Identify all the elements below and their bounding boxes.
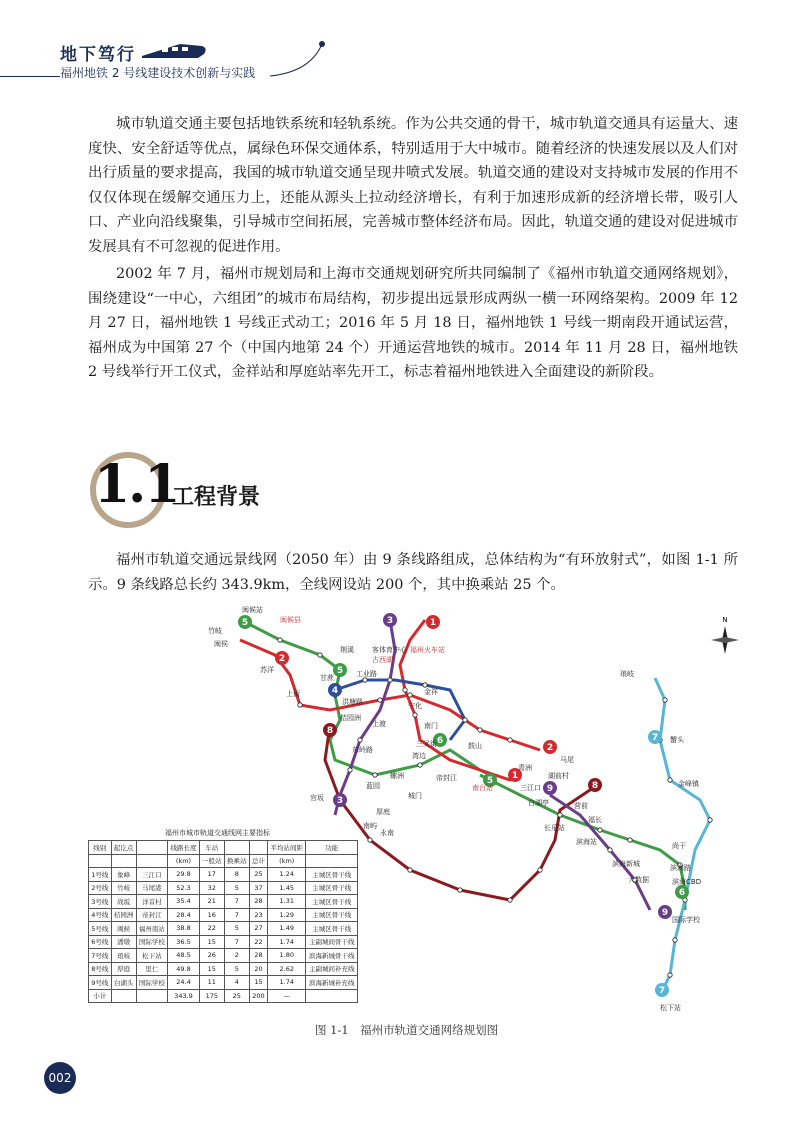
table-cell: 三江口 bbox=[136, 868, 168, 882]
table-cell: 主城区骨干线 bbox=[306, 922, 358, 936]
table-cell: 松下站 bbox=[136, 949, 168, 963]
table-cell: 竹岐 bbox=[111, 881, 136, 895]
svg-text:8: 8 bbox=[591, 781, 599, 791]
map-label: 白湖亭 bbox=[528, 799, 549, 807]
table-cell: 2号线 bbox=[89, 881, 112, 895]
map-label: 滨海站 bbox=[576, 838, 597, 846]
map-label: 苏洋 bbox=[260, 666, 274, 674]
map-label: 帝封江 bbox=[436, 774, 457, 782]
map-label: 宁化 bbox=[408, 702, 422, 710]
map-label: 湖前村 bbox=[548, 772, 569, 780]
table-cell: 17 bbox=[199, 868, 224, 882]
table-cell: 主副城间骨干线 bbox=[306, 935, 358, 949]
paragraph-3: 福州市轨道交通远景线网（2050 年）由 9 条线路组成，总体结构为“有环放射式”，如图 1-1 所示。9 条线路总长约 343.9km，全线网设站 200 个，其中换乘站 25 个。 bbox=[88, 552, 738, 593]
map-label: 桔园洲 bbox=[340, 714, 361, 722]
map-label: 南屿 bbox=[363, 822, 377, 830]
svg-text:5: 5 bbox=[486, 776, 494, 786]
table-cell: 343.9 bbox=[168, 989, 200, 1003]
table-cell: 6号线 bbox=[89, 935, 112, 949]
table-cell bbox=[136, 989, 168, 1003]
table-cell: 功能 bbox=[306, 841, 358, 855]
table-cell bbox=[306, 854, 358, 868]
table-row bbox=[89, 895, 358, 909]
line-9-path bbox=[550, 795, 650, 910]
table-cell bbox=[306, 989, 358, 1003]
table-cell: 28.4 bbox=[168, 908, 200, 922]
table-row bbox=[89, 935, 358, 949]
table-row bbox=[89, 922, 358, 936]
table-cell bbox=[136, 841, 168, 855]
table-cell: 32 bbox=[199, 881, 224, 895]
table-cell: 7 bbox=[224, 908, 249, 922]
svg-text:N: N bbox=[722, 616, 728, 624]
table-cell bbox=[111, 854, 136, 868]
map-label: 工业路 bbox=[356, 670, 377, 678]
table-cell: 23 bbox=[249, 908, 267, 922]
table-cell: 8 bbox=[224, 868, 249, 882]
table-cell: 主城区骨干线 bbox=[306, 895, 358, 909]
table-cell: 1.74 bbox=[268, 976, 306, 990]
map-label: 客体育中心 bbox=[372, 646, 407, 654]
table-row bbox=[89, 989, 358, 1003]
table-cell: 线别 bbox=[89, 841, 112, 855]
table-cell: 1.49 bbox=[268, 922, 306, 936]
table-cell: 洋首村 bbox=[136, 895, 168, 909]
map-label: 松下站 bbox=[660, 1004, 681, 1012]
map-label: 尚干 bbox=[672, 842, 686, 850]
map-label: 滨海路 bbox=[670, 864, 691, 872]
map-label: 闽侯 bbox=[214, 640, 228, 648]
section-number: 1.1 bbox=[94, 454, 179, 515]
map-label: 古西湖 bbox=[372, 656, 393, 664]
table-cell: 25 bbox=[249, 868, 267, 882]
table-cell: 一般站 bbox=[199, 854, 224, 868]
svg-text:3: 3 bbox=[386, 616, 394, 626]
table-cell: — bbox=[268, 989, 306, 1003]
map-label: 福长 bbox=[588, 816, 602, 824]
table-cell: 车站 bbox=[199, 841, 224, 855]
table-cell: 滨海新城补充线 bbox=[306, 976, 358, 990]
table-cell: 28 bbox=[249, 949, 267, 963]
table-cell: 175 bbox=[199, 989, 224, 1003]
map-label: 大数据 bbox=[628, 876, 649, 884]
table-cell: 1.80 bbox=[268, 949, 306, 963]
table-cell: 38.8 bbox=[168, 922, 200, 936]
map-label: 三江口 bbox=[520, 784, 541, 792]
table-cell: 主副城间补充线 bbox=[306, 962, 358, 976]
table-cell: 15 bbox=[199, 962, 224, 976]
map-label: 国际学校 bbox=[672, 916, 700, 924]
book-title: 福州地铁 2 号线建设技术创新与实践 bbox=[60, 66, 256, 80]
svg-text:5: 5 bbox=[336, 666, 344, 676]
table-cell: 35.4 bbox=[168, 895, 200, 909]
map-label: 永南 bbox=[380, 829, 394, 837]
table-row bbox=[89, 868, 358, 882]
section-title: 工程背景 bbox=[172, 485, 261, 510]
table-row bbox=[89, 962, 358, 976]
table-cell bbox=[89, 854, 112, 868]
svg-text:1: 1 bbox=[429, 618, 437, 628]
map-label: 螺洲 bbox=[390, 772, 404, 780]
table-cell: 9号线 bbox=[89, 976, 112, 990]
table-cell: 主城区骨干线 bbox=[306, 881, 358, 895]
table-cell: 29.8 bbox=[168, 868, 200, 882]
table-cell: 总计 bbox=[249, 854, 267, 868]
svg-text:6: 6 bbox=[436, 736, 444, 746]
map-label: 琅岐 bbox=[620, 670, 634, 678]
map-label: 金祥 bbox=[424, 688, 438, 696]
table-row bbox=[89, 976, 358, 990]
svg-text:8: 8 bbox=[326, 726, 334, 736]
table-cell: 49.8 bbox=[168, 962, 200, 976]
svg-text:1: 1 bbox=[511, 771, 519, 781]
map-label: 南门 bbox=[424, 722, 438, 730]
table-cell: 25 bbox=[224, 989, 249, 1003]
line-7-path bbox=[655, 678, 710, 995]
table-cell bbox=[136, 854, 168, 868]
table-cell: 21 bbox=[199, 895, 224, 909]
page-number: 002 bbox=[44, 1062, 76, 1094]
map-label: 闽候县 bbox=[280, 616, 301, 624]
table-cell: (km) bbox=[268, 854, 306, 868]
svg-text:7: 7 bbox=[651, 733, 659, 743]
table-cell: 20 bbox=[249, 962, 267, 976]
table-cell: 8号线 bbox=[89, 962, 112, 976]
map-label: 营前 bbox=[574, 802, 588, 810]
table-cell: 线路长度 bbox=[168, 841, 200, 855]
table-row bbox=[89, 854, 358, 868]
map-label: 荆溪 bbox=[340, 646, 354, 654]
table-cell: 小计 bbox=[89, 989, 112, 1003]
table-cell: 22 bbox=[249, 935, 267, 949]
table-cell bbox=[249, 841, 267, 855]
table-cell: 5 bbox=[224, 962, 249, 976]
table-cell: 11 bbox=[199, 976, 224, 990]
table-row bbox=[89, 881, 358, 895]
map-label: 福州火车站 bbox=[410, 646, 445, 654]
table-cell: 2.62 bbox=[268, 962, 306, 976]
svg-text:9: 9 bbox=[661, 908, 669, 918]
svg-text:2: 2 bbox=[546, 743, 554, 753]
table-cell: 4 bbox=[224, 976, 249, 990]
compass-icon bbox=[711, 616, 739, 654]
table-cell: 1.31 bbox=[268, 895, 306, 909]
map-label: 上渡 bbox=[372, 720, 386, 728]
map-label: 青洲 bbox=[518, 764, 532, 772]
map-label: 滨海CBD bbox=[672, 878, 702, 886]
table-cell: 潘墩 bbox=[111, 935, 136, 949]
table-cell: 37 bbox=[249, 881, 267, 895]
table-cell: 7 bbox=[224, 895, 249, 909]
map-label: 东岭路 bbox=[352, 746, 373, 754]
map-label: 鼓山 bbox=[468, 742, 482, 750]
table-cell: 7 bbox=[224, 935, 249, 949]
table-cell: 滨海新城骨干线 bbox=[306, 949, 358, 963]
table-cell: 琅岐 bbox=[111, 949, 136, 963]
table-cell: 7号线 bbox=[89, 949, 112, 963]
map-label: 蓝园 bbox=[366, 782, 380, 790]
table-cell: 1号线 bbox=[89, 868, 112, 882]
table-cell: 48.5 bbox=[168, 949, 200, 963]
table-cell: 5 bbox=[224, 922, 249, 936]
map-label: 三叉街 bbox=[416, 740, 437, 748]
table-cell: 福州南站 bbox=[136, 922, 168, 936]
table-cell: 200 bbox=[249, 989, 267, 1003]
svg-text:3: 3 bbox=[336, 796, 344, 806]
table-cell: 16 bbox=[199, 908, 224, 922]
table-cell: 桔园洲 bbox=[111, 908, 136, 922]
table-title: 福州市城市轨道交通线网主要指标 bbox=[165, 829, 270, 837]
svg-text:4: 4 bbox=[331, 686, 339, 696]
table-cell: 3号线 bbox=[89, 895, 112, 909]
table-row bbox=[89, 908, 358, 922]
svg-text:2: 2 bbox=[278, 654, 286, 664]
line-4-path bbox=[335, 680, 465, 740]
header-curve bbox=[260, 38, 330, 80]
table-row bbox=[89, 841, 358, 855]
table-cell: 28 bbox=[249, 895, 267, 909]
paragraph-1: 城市轨道交通主要包括地铁系统和轻轨系统。作为公共交通的骨干，城市轨道交通具有运量大、速度快、安全舒适等优点，属绿色环保交通体系，特别适用于大中城市。随着经济的快速发展以及人们对出行质量的要求提高，我国的城市轨道交通呈现井喷式发展。轨道交通的建设对支持城市发展的作用不仅仅体现在缓解交通压力上，还能从源头上拉动经济增长，有利于加速形成新的经济增长带，吸引人口、产业向沿线聚集，引导城市空间拓展，完善城市整体经济布局。因此，轨道交通的建设对促进城市发展具有不可忽视的促进作用。 bbox=[88, 116, 738, 255]
table-cell: 4号线 bbox=[89, 908, 112, 922]
table-cell: 帝封江 bbox=[136, 908, 168, 922]
map-label: 甘蔗 bbox=[320, 674, 334, 682]
table-cell: 国际学校 bbox=[136, 976, 168, 990]
table-cell: 象峰 bbox=[111, 868, 136, 882]
table-cell: 5号线 bbox=[89, 922, 112, 936]
table-cell: 平均站间距 bbox=[268, 841, 306, 855]
table-cell: 24.4 bbox=[168, 976, 200, 990]
table-cell bbox=[111, 989, 136, 1003]
map-label: 滨海新城 bbox=[612, 860, 640, 868]
table-cell: 5 bbox=[224, 881, 249, 895]
svg-text:9: 9 bbox=[546, 784, 554, 794]
table-cell: 战坂 bbox=[111, 895, 136, 909]
train-icon bbox=[140, 38, 210, 62]
table-cell: 27 bbox=[249, 922, 267, 936]
table-cell: 换乘站 bbox=[224, 854, 249, 868]
map-label: 厚庭 bbox=[376, 808, 390, 816]
table-cell: 1.29 bbox=[268, 908, 306, 922]
table-cell: 主城区骨干线 bbox=[306, 908, 358, 922]
map-label: 官坂 bbox=[310, 794, 324, 802]
table-cell: 22 bbox=[199, 922, 224, 936]
map-label: 闽候站 bbox=[242, 606, 263, 614]
table-cell: 15 bbox=[249, 976, 267, 990]
table-cell: 里仁 bbox=[136, 962, 168, 976]
line-indicator-table bbox=[88, 840, 358, 1003]
figure-caption: 图 1-1 福州市轨道交通网络规划图 bbox=[315, 1023, 499, 1037]
table-cell: 厚庭 bbox=[111, 962, 136, 976]
table-cell: 国际学校 bbox=[136, 935, 168, 949]
paragraph-2: 2002 年 7 月，福州市规划局和上海市交通规划研究所共同编制了《福州市轨道交通网络规划》，围绕建设“一中心，六组团”的城市布局结构，初步提出远景形成两纵一横一环网络架构。2009 年 12 月 27 日，福州地铁 1 号线正式动工；2016 年 5 月 18 日，福州地铁 1 号线一期南段开通试运营，福州成为中国第 27 个（中国内地第 24 个）开通运营地铁的城市。2014 年 11 月 28 日，福州地铁 2 号线举行开工仪式，金祥站和厚庭站率先开工，标志着福州地铁进入全面建设的新阶段。 bbox=[88, 266, 738, 381]
table-cell: (km) bbox=[168, 854, 200, 868]
table-row bbox=[89, 949, 358, 963]
table-cell: 15 bbox=[199, 935, 224, 949]
table-cell bbox=[224, 841, 249, 855]
table-cell: 1.74 bbox=[268, 935, 306, 949]
table-cell: 1.45 bbox=[268, 881, 306, 895]
table-cell: 26 bbox=[199, 949, 224, 963]
table-cell: 闽候 bbox=[111, 922, 136, 936]
table-cell: 马尾港 bbox=[136, 881, 168, 895]
map-label: 蟹头 bbox=[670, 736, 684, 744]
series-title: 地下笃行 bbox=[60, 45, 136, 65]
map-label: 城门 bbox=[408, 792, 422, 800]
table-cell: 主城区骨干线 bbox=[306, 868, 358, 882]
map-label: 竹岐 bbox=[208, 627, 222, 635]
map-label: 马尾 bbox=[560, 756, 574, 764]
svg-text:6: 6 bbox=[678, 888, 686, 898]
table-cell: 2 bbox=[224, 949, 249, 963]
table-cell: 起讫点 bbox=[111, 841, 136, 855]
table-cell: 52.3 bbox=[168, 881, 200, 895]
map-label: 长乐站 bbox=[544, 824, 565, 832]
map-label: 上街 bbox=[286, 690, 300, 698]
header-rule-left bbox=[0, 76, 60, 77]
svg-text:5: 5 bbox=[241, 618, 249, 628]
svg-text:7: 7 bbox=[658, 986, 666, 996]
table-cell: 1.24 bbox=[268, 868, 306, 882]
map-label: 湾边 bbox=[412, 752, 426, 760]
map-label: 洪塘路 bbox=[342, 698, 363, 706]
table-cell: 白湖头 bbox=[111, 976, 136, 990]
map-label: 金峰镇 bbox=[678, 780, 699, 788]
map-label: 南台站 bbox=[472, 784, 493, 792]
table-cell: 36.5 bbox=[168, 935, 200, 949]
